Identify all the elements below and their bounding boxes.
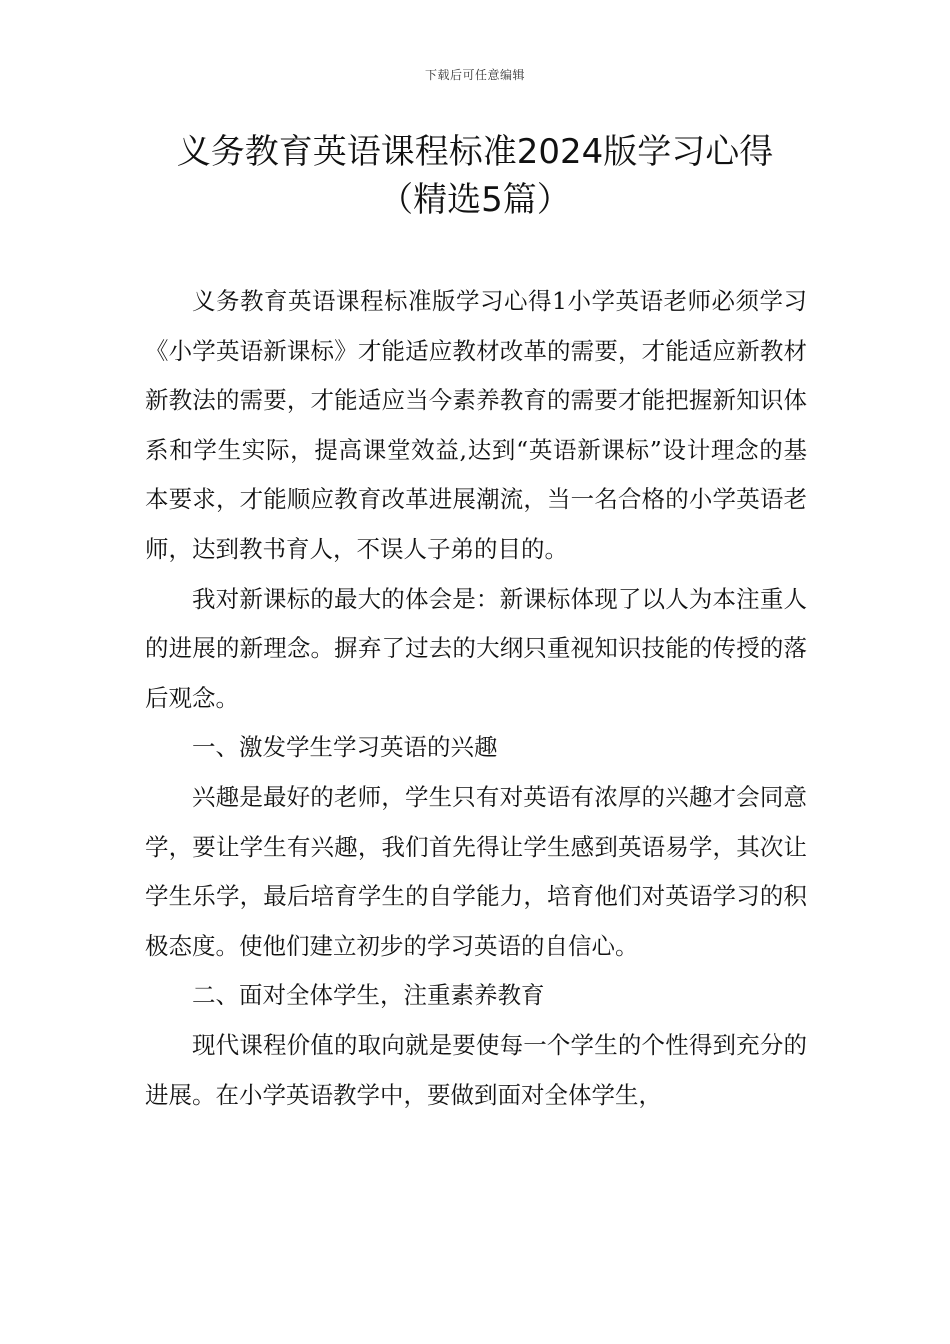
paragraph-interest: 兴趣是最好的老师，学生只有对英语有浓厚的兴趣才会同意学，要让学生有兴趣，我们首先得让学生感到英语易学，其次让学生乐学，最后培育学生的自学能力，培育他们对英语学习的积极态度。使他们建立初步的学习英语的自信心。 [145,782,807,960]
paragraph-all-students: 现代课程价值的取向就是要使每一个学生的个性得到充分的进展。在小学英语教学中，要做到面对全体学生， [145,1030,807,1109]
header-note: 下载后可任意编辑 [424,68,525,82]
section-heading-1: 一、激发学生学习英语的兴趣 [192,733,498,762]
paragraph-main-insight: 我对新课标的最大的体会是：新课标体现了以人为本注重人的进展的新理念。摒弃了过去的大纲只重视知识技能的传授的落后观念。 [145,584,807,712]
section-heading-2: 二、面对全体学生，注重素养教育 [192,981,545,1010]
document-body [145,277,807,1120]
paragraph-intro: 义务教育英语课程标准版学习心得1小学英语老师必须学习《小学英语新课标》才能适应教材改革的需要，才能适应新教材新教法的需要，才能适应当今素养教育的需要才能把握新知识体系和学生实际，提高课堂效益,达到“英语新课标”设计理念的基本要求，才能顺应教育改革进展潮流，当一名合格的小学英语老师，达到教书育人，不误人子弟的目的。 [145,287,807,563]
title-line-1: 义务教育英语课程标准2024版学习心得 [176,132,774,172]
document-title [60,128,890,224]
title-line-2: （精选5篇） [379,180,571,220]
